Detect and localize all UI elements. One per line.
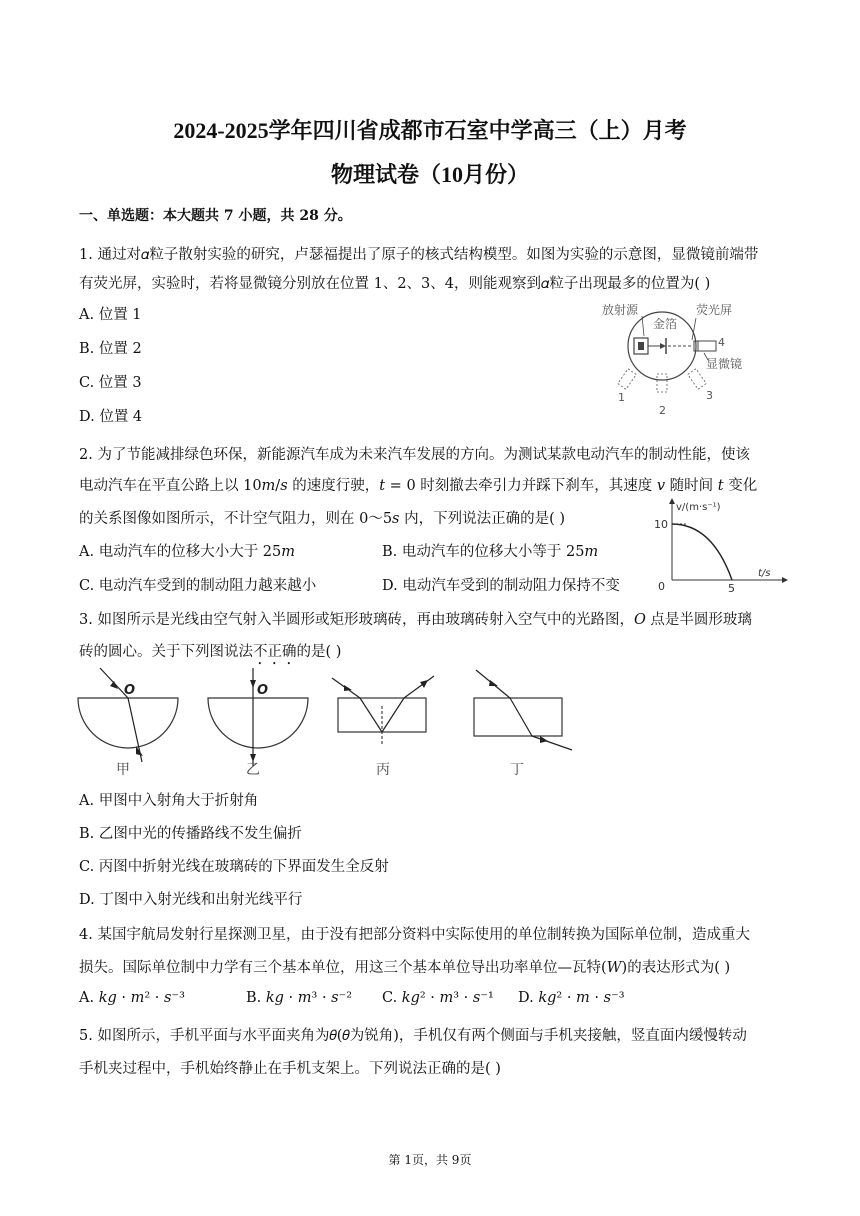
screen-label: 荧光屏 [696, 303, 733, 317]
position-4-label: 4 [718, 336, 725, 349]
q2-text-line2: 电动汽车在平直公路上以 10𝑚/𝑠 的速度行驶，𝑡 = 0 时刻撤去牵引力并踩下刹车，其速度 𝑣 随时间 𝑡 变化 [79, 478, 758, 494]
q2-option-b[interactable]: B. 电动汽车的位移大小等于 25𝑚 [382, 544, 599, 560]
q4-text-line1: 4. 某国宇航局发射行星探测卫星，由于没有把部分资料中实际使用的单位制转换为国际单位制，造成重大 [79, 927, 750, 943]
q3-option-d[interactable]: D. 丁图中入射光线和出射光线平行 [79, 892, 303, 908]
q5-text-line1: 5. 如图所示，手机平面与水平面夹角为𝜃(𝜃为锐角)，手机仅有两个侧面与手机夹接触，竖直面内缓慢转动 [79, 1028, 747, 1044]
graph-y-tick: 10 [654, 518, 668, 531]
figure-label-yi: 乙 [246, 762, 260, 778]
figure-label-bing: 丙 [376, 762, 390, 778]
graph-origin: 0 [658, 580, 665, 593]
q3-emphasis-text: 不正确 [253, 644, 297, 660]
graph-y-axis-label: v/(m·s⁻¹) [676, 502, 721, 513]
q3-text-line2-prefix: 砖的圆心。关于下列图说法 [79, 644, 253, 660]
microscope-label: 显微镜 [706, 357, 743, 371]
figure-jia [78, 668, 178, 778]
source-label: 放射源 [602, 303, 639, 317]
q3-option-c[interactable]: C. 丙图中折射光线在玻璃砖的下界面发生全反射 [79, 859, 389, 875]
q3-option-a[interactable]: A. 甲图中入射角大于折射角 [79, 793, 259, 809]
q4-option-d[interactable]: D. 𝑘𝑔² · 𝑚 · 𝑠⁻³ [518, 990, 625, 1006]
q1-text-line2: 有荧光屏，实验时，若将显微镜分别放在位置 1、2、3、4，则能观察到𝛼粒子出现最多的位置为( ) [79, 276, 711, 292]
q3-option-b[interactable]: B. 乙图中光的传播路线不发生偏折 [79, 826, 302, 842]
page-title-line2: 物理试卷（10月份） [330, 162, 529, 187]
graph-x-axis-label: t/s [758, 568, 771, 579]
page-title-line1: 2024-2025学年四川省成都市石室中学高三（上）月考 [173, 118, 687, 143]
velocity-time-graph [652, 498, 788, 594]
q4-option-c[interactable]: C. 𝑘𝑔² · 𝑚³ · 𝑠⁻¹ [382, 990, 494, 1006]
gold-foil-label: 金箔 [653, 317, 678, 331]
figure-bing [332, 676, 434, 778]
q3-text-line2-suffix: 的是( ) [296, 644, 342, 660]
position-2-label: 2 [659, 404, 666, 417]
section-heading: 一、单选题：本大题共 7 小题，共 28 分。 [79, 208, 352, 224]
center-label-jia: O [124, 683, 136, 698]
q1-text-line1: 1. 通过对𝛼粒子散射实验的研究，卢瑟福提出了原子的核式结构模型。如图为实验的示意图，显微镜前端带 [79, 247, 759, 263]
q3-text-line2 [79, 640, 341, 668]
alpha-scattering-diagram [600, 298, 780, 418]
q5-text-line2: 手机夹过程中，手机始终静止在手机支架上。下列说法正确的是( ) [79, 1061, 501, 1077]
q2-text-line1: 2. 为了节能减排绿色环保，新能源汽车成为未来汽车发展的方向。为测试某款电动汽车的制动性能，使该 [79, 447, 750, 463]
q4-text-line2: 损失。国际单位制中力学有三个基本单位，用这三个基本单位导出功率单位—瓦特(𝑊)的表达形式为( ) [79, 960, 731, 976]
q1-option-a[interactable]: A. 位置 1 [79, 307, 142, 323]
light-path-diagrams [70, 666, 590, 780]
q1-option-d[interactable]: D. 位置 4 [79, 409, 143, 425]
figure-ding [474, 670, 572, 778]
q1-option-c[interactable]: C. 位置 3 [79, 375, 142, 391]
q2-option-c[interactable]: C. 电动汽车受到的制动阻力越来越小 [79, 578, 317, 594]
figure-label-ding: 丁 [510, 762, 524, 778]
center-label-yi: O [257, 683, 269, 698]
q2-option-d[interactable]: D. 电动汽车受到的制动阻力保持不变 [382, 578, 620, 594]
q1-option-b[interactable]: B. 位置 2 [79, 341, 142, 357]
graph-x-tick: 5 [728, 582, 735, 594]
q4-option-a[interactable]: A. 𝑘𝑔 · 𝑚² · 𝑠⁻³ [79, 990, 185, 1006]
q4-option-b[interactable]: B. 𝑘𝑔 · 𝑚³ · 𝑠⁻² [246, 990, 353, 1006]
position-3-label: 3 [706, 389, 713, 402]
page-footer: 第 1页，共 9页 [388, 1153, 472, 1167]
position-1-label: 1 [618, 391, 625, 404]
q3-text-line1: 3. 如图所示是光线由空气射入半圆形或矩形玻璃砖，再由玻璃砖射入空气中的光路图，𝑂 点是半圆形玻璃 [79, 612, 752, 628]
figure-label-jia: 甲 [116, 762, 130, 778]
figure-yi [208, 668, 308, 778]
q2-option-a[interactable]: A. 电动汽车的位移大小大于 25𝑚 [79, 544, 295, 560]
q2-text-line3: 的关系图像如图所示，不计空气阻力，则在 0～5𝑠 内，下列说法正确的是( ) [79, 511, 566, 527]
